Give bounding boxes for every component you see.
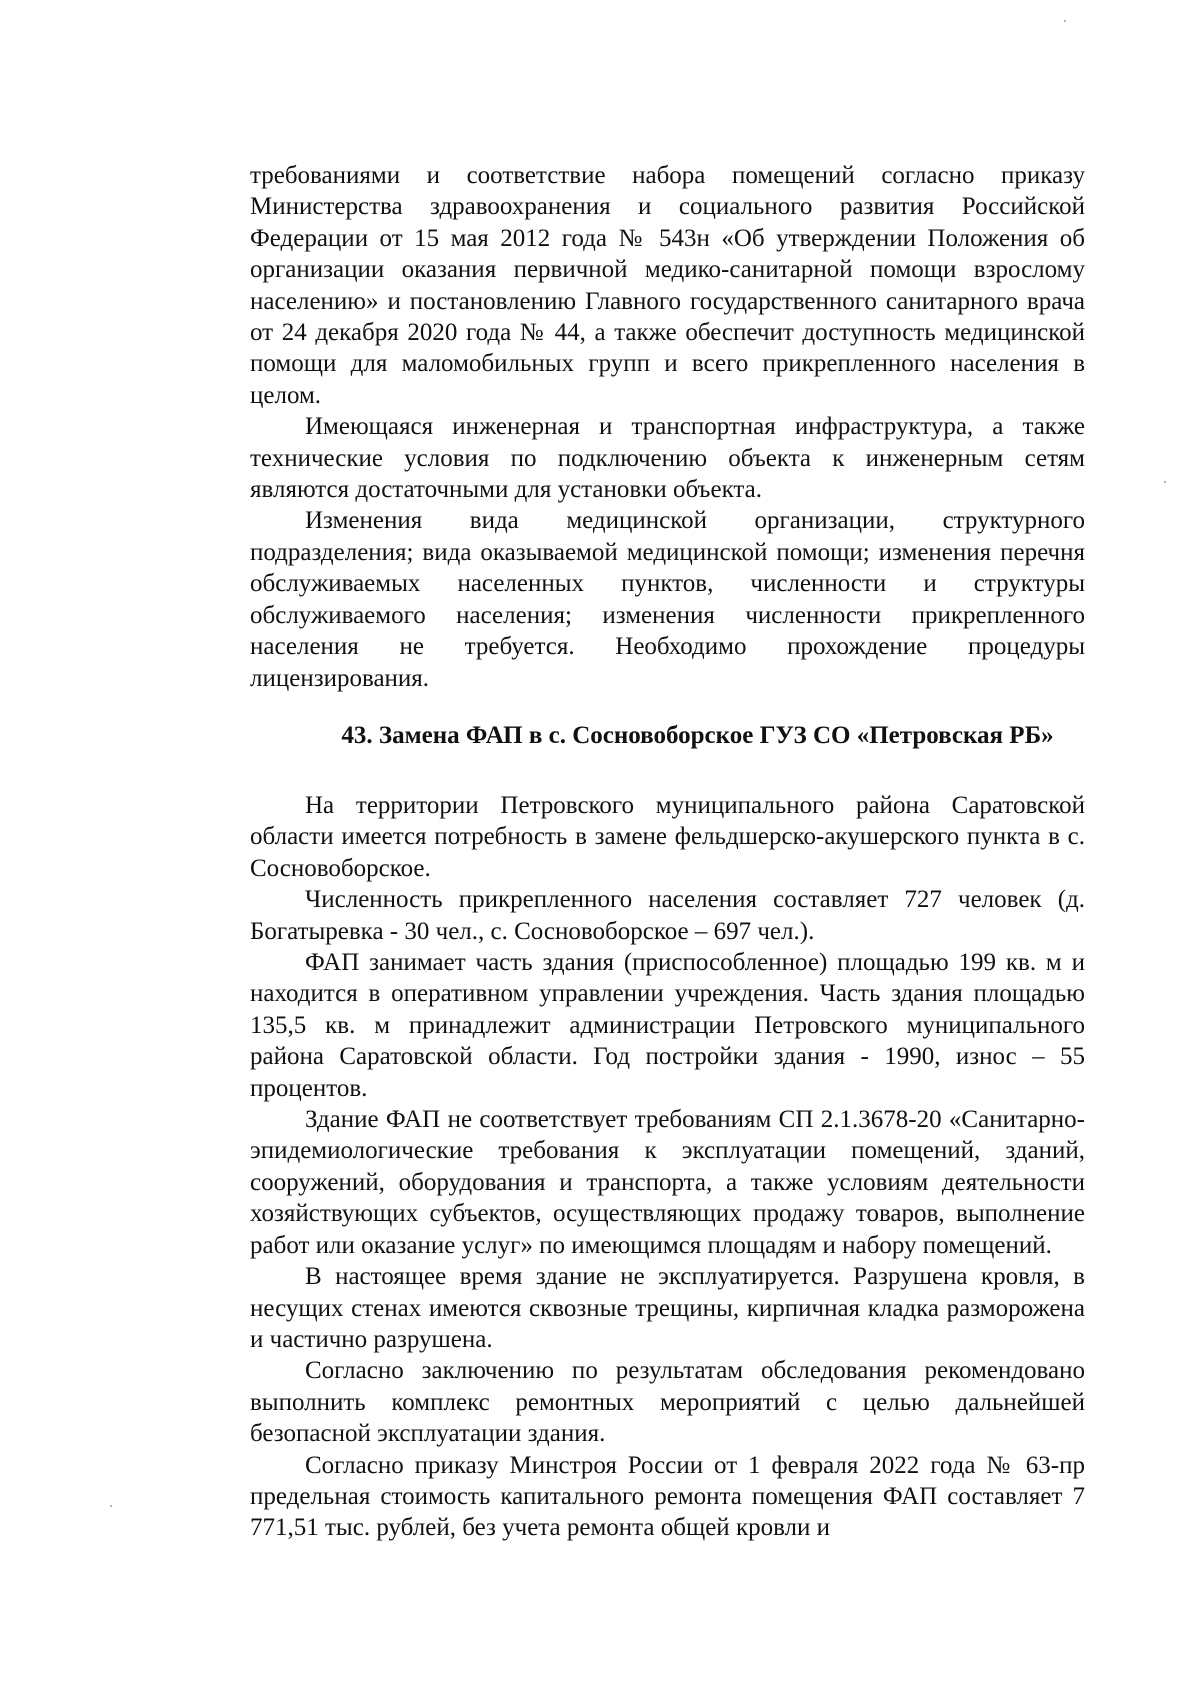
scan-speck <box>1164 481 1166 483</box>
scan-speck <box>110 1505 112 1507</box>
paragraph: На территории Петровского муниципального района Саратовской области имеется потребность в замене фельдшерско-акушерского пункта в с. Сосновоборское. <box>250 792 1085 882</box>
body-text-top <box>250 160 1085 694</box>
paragraph: В настоящее время здание не эксплуатируется. Разрушена кровля, в несущих стенах имеются сквозные трещины, кирпичная кладка разморожена и частично разрушена. <box>250 1263 1085 1353</box>
scan-speck <box>1064 20 1066 22</box>
paragraph: Здание ФАП не соответствует требованиям СП 2.1.3678-20 «Санитарно-эпидемиологические требования к эксплуатации помещений, зданий, сооружений, оборудования и транспорта, а также условиям деятельности хозяйствующих субъектов, осуществляющих продажу товаров, выполнение работ или оказание услуг» по имеющимся площадям и набору помещений. <box>250 1106 1085 1259</box>
section-heading: 43. Замена ФАП в с. Сосновоборское ГУЗ СО «Петровская РБ» <box>341 722 1054 749</box>
paragraph: Согласно заключению по результатам обследования рекомендовано выполнить комплекс ремонтных мероприятий с целью дальнейшей безопасной эксплуатации здания. <box>250 1357 1085 1448</box>
paragraph: Численность прикрепленного населения составляет 727 человек (д. Богатыревка - 30 чел., с. Сосновоборское – 697 чел.). <box>250 886 1085 945</box>
paragraph: Согласно приказу Минстроя России от 1 февраля 2022 года № 63-пр предельная стоимость капитального ремонта помещения ФАП составляет 7 771,51 тыс. рублей, без учета ремонта общей кровли и <box>250 1451 1085 1542</box>
paragraph: Изменения вида медицинской организации, структурного подразделения; вида оказываемой медицинской помощи; изменения перечня обслуживаемых населенных пунктов, численности и структуры обслуживаемого населения; изменения численности прикрепленного населения не требуется. Необходимо прохождение процедуры лицензирования. <box>250 507 1085 692</box>
paragraph: ФАП занимает часть здания (приспособленное) площадью 199 кв. м и находится в оперативном управлении учреждения. Часть здания площадью 135,5 кв. м принадлежит администрации Петровского муниципального района Саратовской области. Год постройки здания - 1990, износ – 55 процентов. <box>250 949 1085 1102</box>
body-text-section <box>250 790 1085 1544</box>
paragraph: Имеющаяся инженерная и транспортная инфраструктура, а также технические условия по подключению объекта к инженерным сетям являются достаточными для установки объекта. <box>250 413 1085 504</box>
paragraph: требованиями и соответствие набора помещений согласно приказу Министерства здравоохранения и социального развития Российской Федерации от 15 мая 2012 года № 543н «Об утверждении Положения об организации оказания первичной медико-санитарной помощи взрослому населению» и постановлению Главного государственного санитарного врача от 24 декабря 2020 года № 44, а также обеспечит доступность медицинской помощи для маломобильных групп и всего прикрепленного населения в целом. <box>250 162 1085 409</box>
